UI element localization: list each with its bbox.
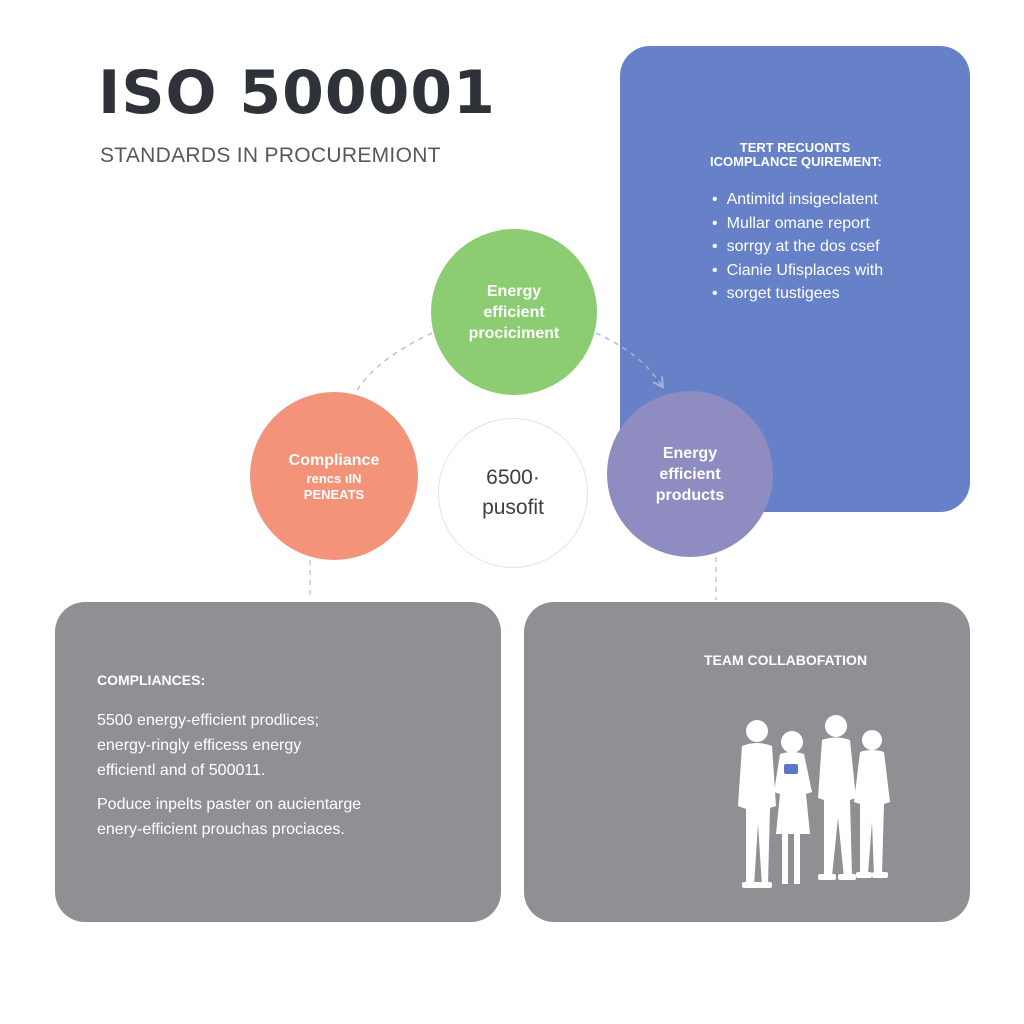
requirement-item: • Mullar omane report [712,212,883,236]
compliances-panel [55,602,501,922]
connector-green-orange [356,333,432,392]
connector-green-purple [596,333,662,386]
circle-label: Energy [486,282,542,300]
energy-efficient-products-circle [607,391,773,557]
circle-label: Energy [662,444,718,462]
requirement-item: • Antimitd insigeclatent [712,188,883,212]
center-value: 6500· [486,466,540,489]
compliances-panel-title: COMPLIANCES: [97,672,206,688]
circle-label: Compliance [288,451,380,469]
circle-sublabel: PENEATS [303,486,365,502]
compliances-paragraph [97,792,361,842]
paragraph-line: enery-efficient prouchas prociaces. [97,821,345,838]
energy-efficient-procurement-circle [431,229,597,395]
compliances-paragraph [97,708,319,783]
paragraph-line: 5500 energy-efficient prodlices; [97,712,320,729]
compliance-circle [250,392,418,560]
paragraph-line: efficientl and of 500011. [97,762,266,779]
requirement-item: • sorget tustigees [712,282,883,306]
paragraph-line: Poduce inpelts paster on aucientarge [97,796,362,813]
team-collaboration-panel [524,602,970,922]
requirement-item: • Cianie Ufisplaces with [712,259,883,283]
circle-sublabel: rencs ıIN [306,470,362,486]
paragraph-line: energy-ringly efficess energy [97,737,302,754]
page-title: ISO 500001 [98,58,496,128]
center-value-circle [438,418,588,568]
requirement-item: • sorrgy at the dos csef [712,235,883,259]
circle-label: efficient [483,303,545,321]
page-subtitle: STANDARDS IN PROCUREMIONT [100,144,441,167]
circle-label: prociciment [468,324,560,342]
circle-label: products [655,486,725,504]
requirements-panel-title: TERT RECUONTS [739,140,851,155]
team-collaboration-title: TEAM COLLABOFATION [704,652,868,668]
circle-label: efficient [659,465,721,483]
compliance-requirement-label: ICOMPLANCE QUIREMENT: [710,154,882,169]
center-label: pusofit [482,496,544,519]
team-silhouette-icon [724,714,904,904]
